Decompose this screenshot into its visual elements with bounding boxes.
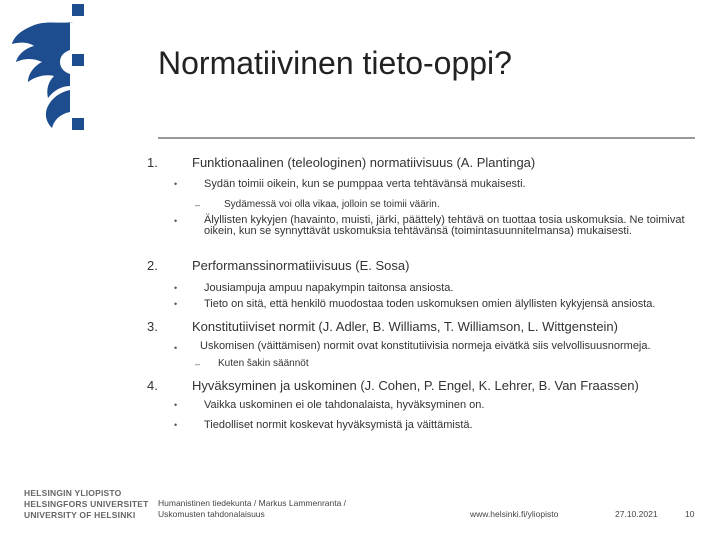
section-3-heading: Konstitutiiviset normit (J. Adler, B. Williams, T. Williamson, L. Wittgenstein) (192, 319, 618, 334)
bullet-icon: • (174, 179, 178, 189)
bullet-icon: • (174, 283, 178, 293)
dash-icon: – (195, 200, 201, 210)
section-4-number: 4. (147, 378, 158, 393)
section-1-bullet-1-sub: Sydämessä voi olla vikaa, jolloin se toimii väärin. (224, 199, 440, 210)
footer-topic: Uskomusten tahdonalaisuus (158, 509, 265, 519)
section-3-number: 3. (147, 319, 158, 334)
wordmark-line-fi: HELSINGIN YLIOPISTO (24, 488, 122, 498)
section-3-bullet-1: Uskomisen (väittämisen) normit ovat konstitutiivisia normeja eivätkä siis velvollisuusnormeja. (200, 340, 651, 352)
section-2-bullet-1: Jousiampuja ampuu napakympin taitonsa ansiosta. (204, 282, 454, 294)
section-1-bullet-1: Sydän toimii oikein, kun se pumppaa verta tehtävänsä mukaisesti. (204, 178, 526, 190)
section-2-number: 2. (147, 258, 158, 273)
footer-date: 27.10.2021 (615, 509, 658, 519)
section-1-heading: Funktionaalinen (teleologinen) normatiivisuus (A. Plantinga) (192, 155, 536, 170)
section-4-heading: Hyväksyminen ja uskominen (J. Cohen, P. Engel, K. Lehrer, B. Van Fraassen) (192, 378, 639, 393)
bullet-icon: • (174, 400, 178, 410)
section-3-bullet-1-sub: Kuten šakin säännöt (218, 358, 309, 369)
section-1-number: 1. (147, 155, 158, 170)
bullet-icon: • (174, 420, 178, 430)
section-4-bullet-2: Tiedolliset normit koskevat hyväksymistä ja väittämistä. (204, 419, 473, 431)
bullet-icon: • (174, 343, 178, 353)
university-wordmark (24, 488, 154, 521)
university-flame-logo-icon (4, 2, 104, 142)
section-1-bullet-2: Älyllisten kykyjen (havainto, muisti, järki, päättely) tehtävä on tuottaa tosia uskomuksia. Ne toimivat oikein, kun se synnyttävät uskomuksia tehtävänsä (toimintasuunnitelmansa) mukaisesti. (204, 214, 685, 237)
title-divider (158, 137, 695, 139)
section-2-bullet-2: Tieto on sitä, että henkilö muodostaa toden uskomuksen omien älyllisten kykyjensä ansiosta. (204, 298, 656, 310)
bullet-icon: • (174, 299, 178, 309)
wordmark-line-en: UNIVERSITY OF HELSINKI (24, 510, 136, 520)
slide-title: Normatiivinen tieto-oppi? (158, 45, 512, 81)
dash-icon: – (195, 359, 201, 369)
footer-page-number: 10 (685, 509, 695, 519)
wordmark-line-sv: HELSINGFORS UNIVERSITET (24, 499, 149, 509)
section-2-heading: Performanssinormatiivisuus (E. Sosa) (192, 258, 410, 273)
footer-author: Humanistinen tiedekunta / Markus Lammenranta / (158, 498, 347, 508)
footer-url: www.helsinki.fi/yliopisto (470, 509, 559, 519)
section-4-bullet-1: Vaikka uskominen ei ole tahdonalaista, hyväksyminen on. (204, 399, 485, 411)
bullet-icon: • (174, 216, 178, 226)
